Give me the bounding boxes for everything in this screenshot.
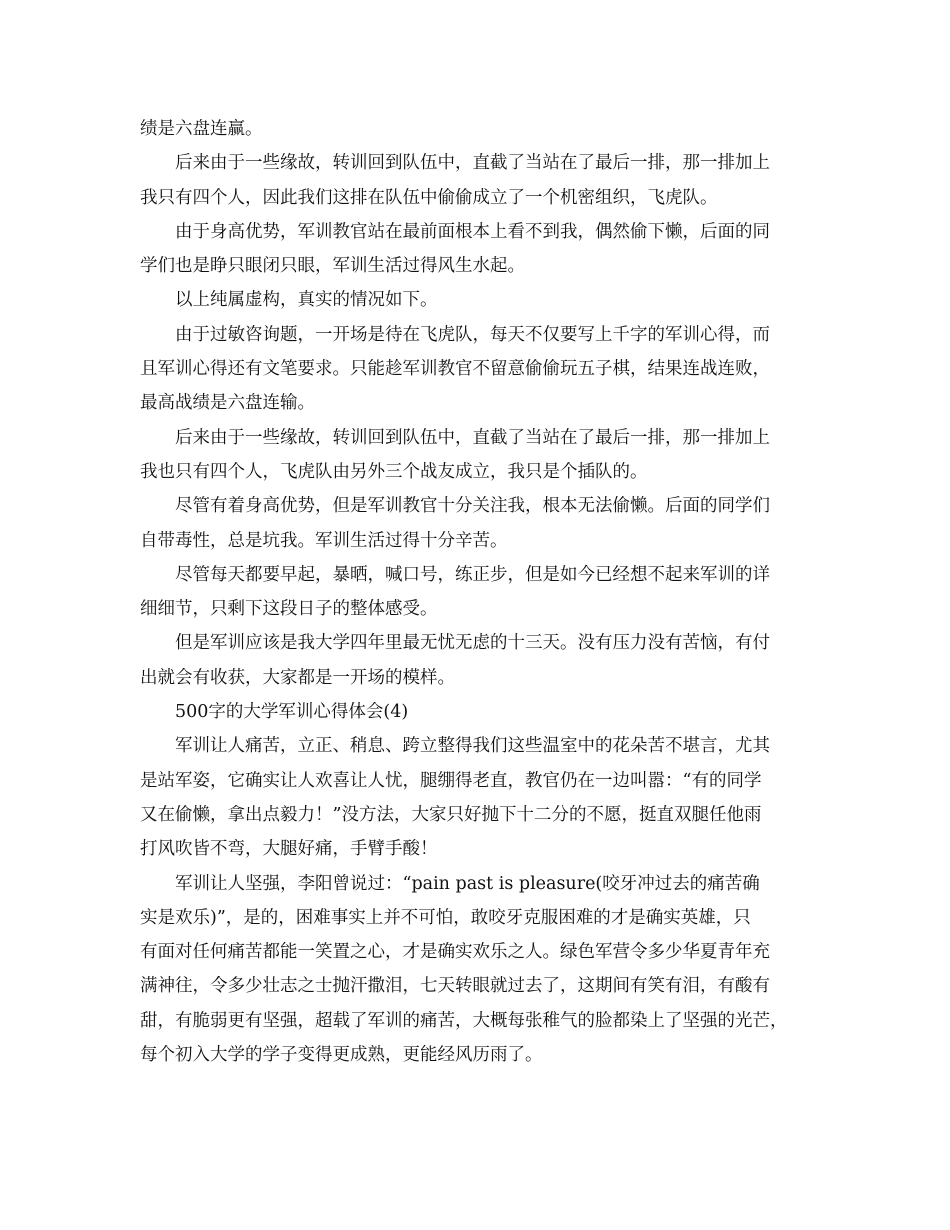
paragraph-12 [140,867,820,1073]
section-heading [140,695,820,729]
text-line: 军训让人痛苦，立正、稍息、跨立整得我们这些温室中的花朵苦不堪言，尤其 [175,736,770,757]
text-line: 军训让人坚强，李阳曾说过：“pain past is pleasure(咬牙冲过去的痛苦确 [175,873,760,894]
text-line: 每个初入大学的学子变得更成熟，更能经风历雨了。 [140,1045,543,1066]
text-line: 500字的大学军训心得体会(4) [175,702,409,723]
text-line: 由于过敏咨询题，一开场是待在飞虎队，每天不仅要写上千字的军训心得，而 [175,324,770,345]
text-line: 最高战绩是六盘连输。 [140,393,315,414]
text-line: 以上纯属虚构，真实的情况如下。 [175,290,438,311]
text-line: 细细节，只剩下这段日子的整体感受。 [140,599,438,620]
text-line: 有面对任何痛苦都能一笑置之心，才是确实欢乐之人。绿色军营令多少华夏青年充 [140,942,770,963]
paragraph-3 [140,215,820,284]
paragraph-1 [140,112,820,146]
text-line: 后来由于一些缘故，转训回到队伍中，直截了当站在了最后一排，那一排加上 [175,427,770,448]
text-line: 绩是六盘连赢。 [140,119,263,139]
paragraph-7 [140,489,820,558]
text-line: 尽管每天都要早起，暴晒，喊口号，练正步，但是如今已经想不起来军训的详 [175,564,770,585]
paragraph-6 [140,421,820,490]
text-line: 出就会有收获，大家都是一开场的模样。 [140,667,455,688]
paragraph-9 [140,626,820,695]
text-line: 尽管有着身高优势，但是军训教官十分关注我，根本无法偷懒。后面的同学们 [175,496,770,517]
text-line: 满神往，令多少壮志之士抛汗撒泪，七天转眼就过去了，这期间有笑有泪，有酸有 [140,976,770,997]
text-line: 后来由于一些缘故，转训回到队伍中，直截了当站在了最后一排，那一排加上 [175,153,770,174]
text-line: 但是军训应该是我大学四年里最无忧无虑的十三天。没有压力没有苦恼，有付 [175,633,770,654]
text-line: 自带毒性，总是坑我。军训生活过得十分辛苦。 [140,530,508,551]
paragraph-11 [140,729,820,866]
text-line: 又在偷懒，拿出点毅力！”没方法，大家只好抛下十二分的不愿，挺直双腿任他雨 [140,804,762,825]
text-line: 学们也是睁只眼闭只眼，军训生活过得风生水起。 [140,256,525,277]
paragraph-4 [140,283,820,317]
text-line: 我也只有四个人，飞虎队由另外三个战友成立，我只是个插队的。 [140,461,648,482]
document-body [140,112,820,1072]
paragraph-8 [140,558,820,627]
text-line: 我只有四个人，因此我们这排在队伍中偷偷成立了一个机密组织，飞虎队。 [140,187,718,208]
text-line: 由于身高优势，军训教官站在最前面根本上看不到我，偶然偷下懒，后面的同 [175,221,770,242]
text-line: 打风吹皆不弯，大腿好痛，手臂手酸！ [140,839,438,860]
text-line: 甜，有脆弱更有坚强，超载了军训的痛苦，大概每张稚气的脸都染上了坚强的光芒， [140,1010,788,1031]
text-line: 是站军姿，它确实让人欢喜让人忧，腿绷得老直，教官仍在一边叫嚣：“有的同学 [140,770,762,791]
paragraph-5 [140,318,820,421]
text-line: 且军训心得还有文笔要求。只能趁军训教官不留意偷偷玩五子棋，结果连战连败， [140,359,770,380]
text-line: 实是欢乐)”，是的，困难事实上并不可怕，敢咬牙克服困难的才是确实英雄，只 [140,907,751,928]
paragraph-2 [140,146,820,215]
